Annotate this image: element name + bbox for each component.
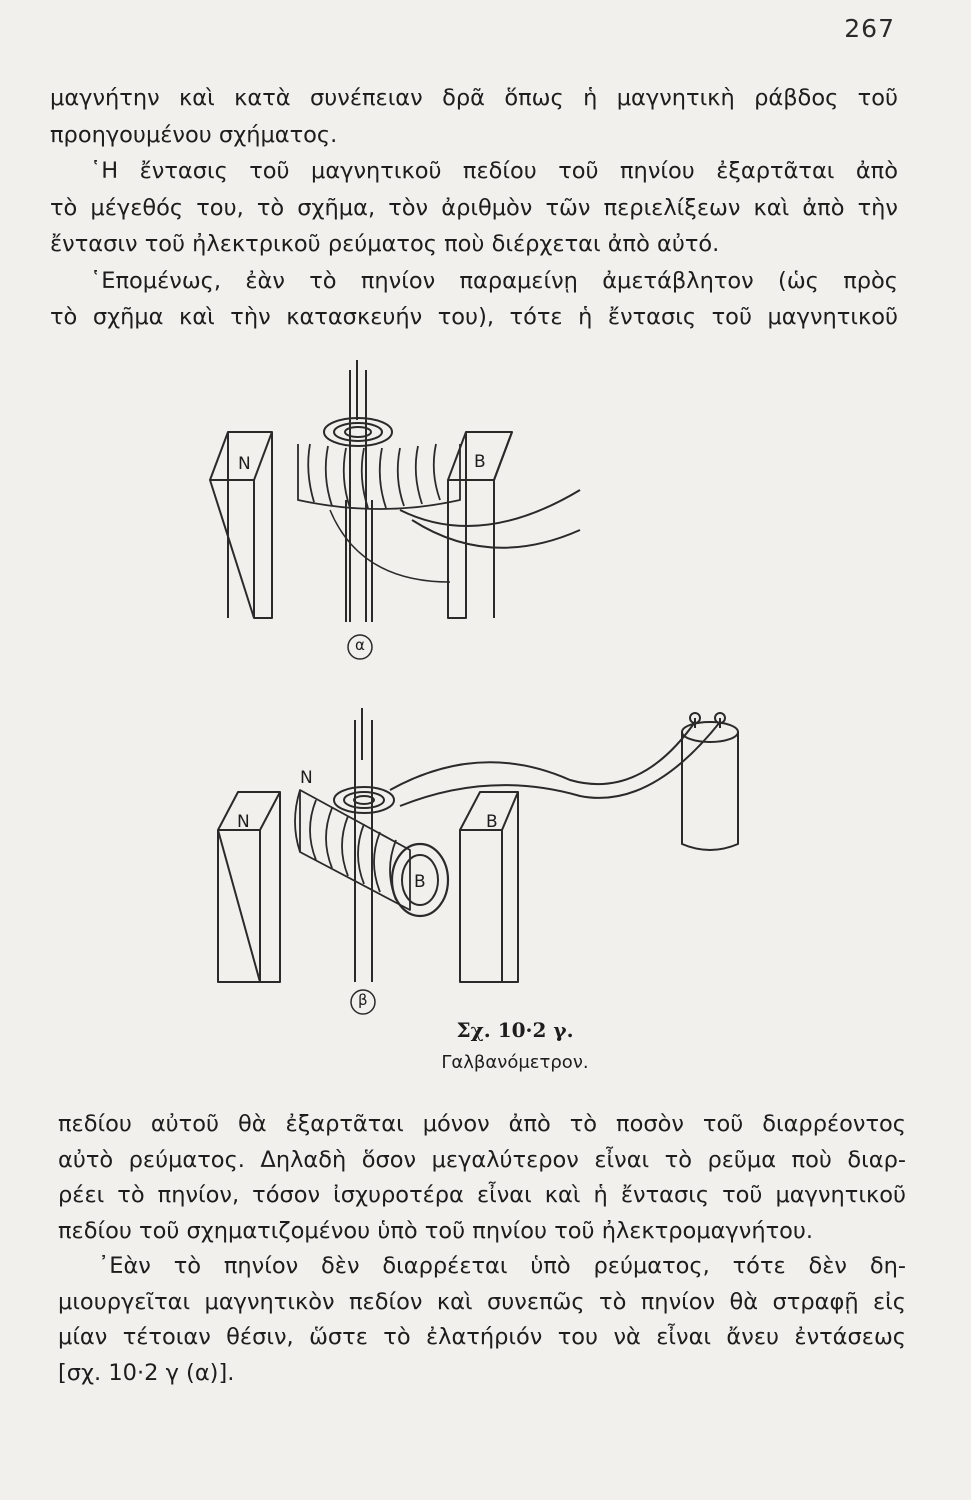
text-line: τὸ σχῆμα καὶ τὴν κατασκευήν του), τότε ἡ ἔντασις τοῦ μαγνητικοῦ xyxy=(50,304,898,330)
text-line: μιουργεῖται μαγνητικὸν πεδίον καὶ συνεπῶς τὸ πηνίον θὰ στραφῇ εἰς xyxy=(58,1288,906,1315)
text-line: τὸ μέγεθός του, τὸ σχῆμα, τὸν ἀριθμὸν τῶν περιελίξεων καὶ ἀπὸ τὴν xyxy=(50,194,898,221)
galvanometer-figure xyxy=(150,360,800,1080)
figure-a-drawing xyxy=(210,360,580,659)
subfigure-label-b: β xyxy=(358,991,368,1009)
pole-label-b-a: B xyxy=(474,452,486,472)
pole-label-n-b: N xyxy=(237,812,250,832)
text-line: ἔντασιν τοῦ ἠλεκτρικοῦ ρεύματος ποὺ διέρχεται ἀπὸ αὐτό. xyxy=(50,231,720,257)
text-line: πεδίου αὐτοῦ θὰ ἐξαρτᾶται μόνον ἀπὸ τὸ ποσὸν τοῦ διαρρέοντος xyxy=(58,1111,906,1137)
page-number: 267 xyxy=(844,14,895,43)
text-line: ῾Επομένως, ἐὰν τὸ πηνίον παραμείνῃ ἀμετάβλητον (ὡς πρὸς xyxy=(90,267,898,294)
text-line: ᾿Εὰν τὸ πηνίον δὲν διαρρέεται ὑπὸ ρεύματος, τότε δὲν δη- xyxy=(98,1253,906,1279)
pole-label-n-a: N xyxy=(238,454,251,474)
text-line: μίαν τέτοιαν θέσιν, ὥστε τὸ ἐλατήριόν του νὰ εἶναι ἄνευ ἐντάσεως xyxy=(58,1324,906,1350)
text-line: προηγουμένου σχήματος. xyxy=(50,121,338,148)
text-line: ρέει τὸ πηνίον, τόσον ἰσχυροτέρα εἶναι καὶ ἡ ἔντασις τοῦ μαγνητικοῦ xyxy=(58,1182,906,1208)
coil-pole-label-b: B xyxy=(414,872,426,892)
pole-label-b-b: B xyxy=(486,812,498,832)
text-line: πεδίου τοῦ σχηματιζομένου ὑπὸ τοῦ πηνίου τοῦ ἠλεκτρομαγνήτου. xyxy=(58,1217,814,1244)
top-text-block xyxy=(50,80,898,336)
subfigure-label-a: α xyxy=(355,636,365,654)
coil-pole-label-n: N xyxy=(300,768,313,788)
text-line: ῾Η ἔντασις τοῦ μαγνητικοῦ πεδίου τοῦ πηνίου ἐξαρτᾶται ἀπὸ xyxy=(90,158,898,184)
figure-subcaption: Γαλβανόμετρον. xyxy=(441,1052,589,1073)
bottom-text-block xyxy=(58,1107,906,1391)
text-line: αὐτὸ ρεύματος. Δηλαδὴ ὅσον μεγαλύτερον εἶναι τὸ ρεῦμα ποὺ διαρ- xyxy=(58,1146,906,1173)
text-line: μαγνήτην καὶ κατὰ συνέπειαν δρᾶ ὅπως ἡ μαγνητικὴ ράβδος τοῦ xyxy=(50,85,898,111)
text-line: [σχ. 10·2 γ (α)]. xyxy=(58,1359,235,1386)
figure-b-drawing xyxy=(218,708,738,1014)
figure-caption: Σχ. 10·2 γ. xyxy=(456,1018,574,1042)
